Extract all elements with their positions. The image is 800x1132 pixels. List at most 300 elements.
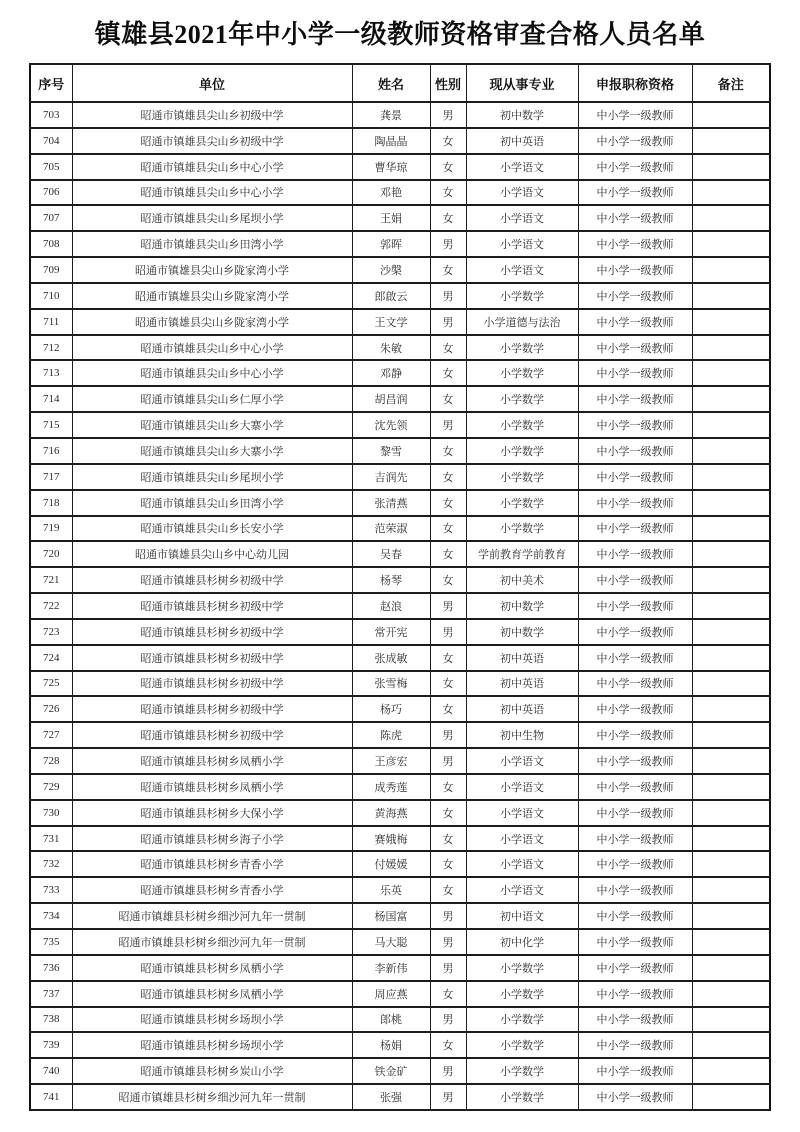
cell-unit: 昭通市镇雄县尖山乡田湾小学 (72, 231, 352, 257)
cell-gender: 女 (430, 981, 466, 1007)
cell-unit: 昭通市镇雄县尖山乡陇家湾小学 (72, 257, 352, 283)
table-row (30, 774, 770, 800)
cell-unit: 昭通市镇雄县杉树乡青香小学 (72, 877, 352, 903)
cell-unit: 昭通市镇雄县杉树乡初级中学 (72, 619, 352, 645)
cell-name: 朱敏 (352, 335, 430, 361)
cell-no: 738 (30, 1007, 72, 1033)
cell-no: 733 (30, 877, 72, 903)
cell-no: 720 (30, 541, 72, 567)
table-row (30, 1084, 770, 1110)
cell-major: 小学数学 (466, 335, 578, 361)
cell-no: 705 (30, 154, 72, 180)
cell-remark (692, 180, 770, 206)
cell-gender: 女 (430, 671, 466, 697)
cell-name: 成秀莲 (352, 774, 430, 800)
cell-gender: 男 (430, 231, 466, 257)
cell-unit: 昭通市镇雄县杉树乡凤栖小学 (72, 774, 352, 800)
cell-gender: 女 (430, 257, 466, 283)
cell-major: 小学数学 (466, 516, 578, 542)
cell-remark (692, 877, 770, 903)
cell-name: 邓静 (352, 360, 430, 386)
table-row (30, 877, 770, 903)
cell-gender: 女 (430, 877, 466, 903)
cell-unit: 昭通市镇雄县杉树乡炭山小学 (72, 1058, 352, 1084)
cell-no: 704 (30, 128, 72, 154)
table-row (30, 412, 770, 438)
cell-major: 初中生物 (466, 722, 578, 748)
cell-gender: 男 (430, 955, 466, 981)
table-row (30, 335, 770, 361)
cell-name: 常开宪 (352, 619, 430, 645)
cell-title: 中小学一级教师 (578, 102, 692, 128)
table-row (30, 567, 770, 593)
cell-major: 小学数学 (466, 1058, 578, 1084)
cell-no: 731 (30, 826, 72, 852)
cell-remark (692, 722, 770, 748)
cell-remark (692, 490, 770, 516)
cell-no: 736 (30, 955, 72, 981)
table-row (30, 309, 770, 335)
column-header-major: 现从事专业 (466, 64, 578, 102)
cell-no: 722 (30, 593, 72, 619)
table-row (30, 826, 770, 852)
cell-major: 小学语文 (466, 851, 578, 877)
cell-title: 中小学一级教师 (578, 955, 692, 981)
cell-no: 714 (30, 386, 72, 412)
cell-title: 中小学一级教师 (578, 309, 692, 335)
cell-gender: 女 (430, 541, 466, 567)
cell-major: 小学语文 (466, 748, 578, 774)
cell-gender: 男 (430, 903, 466, 929)
cell-major: 小学数学 (466, 1084, 578, 1110)
table-row (30, 696, 770, 722)
cell-no: 703 (30, 102, 72, 128)
cell-no: 729 (30, 774, 72, 800)
table-row (30, 851, 770, 877)
cell-title: 中小学一级教师 (578, 516, 692, 542)
cell-title: 中小学一级教师 (578, 567, 692, 593)
cell-gender: 女 (430, 645, 466, 671)
cell-no: 719 (30, 516, 72, 542)
cell-title: 中小学一级教师 (578, 800, 692, 826)
cell-no: 741 (30, 1084, 72, 1110)
cell-gender: 女 (430, 205, 466, 231)
cell-remark (692, 774, 770, 800)
cell-unit: 昭通市镇雄县尖山乡大寨小学 (72, 438, 352, 464)
cell-name: 张成敏 (352, 645, 430, 671)
cell-unit: 昭通市镇雄县杉树乡大保小学 (72, 800, 352, 826)
cell-no: 732 (30, 851, 72, 877)
cell-name: 陈虎 (352, 722, 430, 748)
cell-unit: 昭通市镇雄县尖山乡陇家湾小学 (72, 283, 352, 309)
cell-name: 赛娥梅 (352, 826, 430, 852)
table-row (30, 386, 770, 412)
cell-major: 小学语文 (466, 877, 578, 903)
column-header-gender: 性别 (430, 64, 466, 102)
cell-remark (692, 464, 770, 490)
table-row (30, 593, 770, 619)
cell-title: 中小学一级教师 (578, 645, 692, 671)
table-row (30, 1058, 770, 1084)
cell-name: 黄海燕 (352, 800, 430, 826)
cell-gender: 男 (430, 283, 466, 309)
cell-remark (692, 360, 770, 386)
cell-unit: 昭通市镇雄县杉树乡初级中学 (72, 645, 352, 671)
cell-name: 沈先领 (352, 412, 430, 438)
page-title: 镇雄县2021年中小学一级教师资格审查合格人员名单 (94, 20, 706, 49)
cell-remark (692, 1084, 770, 1110)
column-header-title: 申报职称资格 (578, 64, 692, 102)
cell-remark (692, 826, 770, 852)
cell-no: 708 (30, 231, 72, 257)
cell-title: 中小学一级教师 (578, 283, 692, 309)
cell-gender: 女 (430, 360, 466, 386)
cell-gender: 女 (430, 851, 466, 877)
cell-unit: 昭通市镇雄县尖山乡初级中学 (72, 128, 352, 154)
cell-title: 中小学一级教师 (578, 1032, 692, 1058)
table-row (30, 748, 770, 774)
cell-remark (692, 671, 770, 697)
cell-title: 中小学一级教师 (578, 696, 692, 722)
cell-major: 小学语文 (466, 800, 578, 826)
cell-title: 中小学一级教师 (578, 464, 692, 490)
cell-name: 曹华琼 (352, 154, 430, 180)
cell-title: 中小学一级教师 (578, 257, 692, 283)
table-row (30, 722, 770, 748)
cell-remark (692, 205, 770, 231)
cell-unit: 昭通市镇雄县杉树乡初级中学 (72, 671, 352, 697)
table-row (30, 102, 770, 128)
cell-title: 中小学一级教师 (578, 205, 692, 231)
cell-title: 中小学一级教师 (578, 412, 692, 438)
cell-name: 李新伟 (352, 955, 430, 981)
cell-no: 706 (30, 180, 72, 206)
cell-remark (692, 645, 770, 671)
cell-name: 沙槃 (352, 257, 430, 283)
table-body (30, 102, 770, 1110)
cell-major: 小学语文 (466, 180, 578, 206)
cell-no: 725 (30, 671, 72, 697)
cell-major: 小学数学 (466, 438, 578, 464)
cell-name: 杨国富 (352, 903, 430, 929)
cell-name: 吉润先 (352, 464, 430, 490)
cell-major: 初中美术 (466, 567, 578, 593)
table-row (30, 1032, 770, 1058)
cell-unit: 昭通市镇雄县尖山乡长安小学 (72, 516, 352, 542)
cell-unit: 昭通市镇雄县杉树乡场坝小学 (72, 1007, 352, 1033)
table-row (30, 464, 770, 490)
cell-remark (692, 257, 770, 283)
table-row (30, 231, 770, 257)
cell-remark (692, 1058, 770, 1084)
cell-title: 中小学一级教师 (578, 438, 692, 464)
cell-remark (692, 1007, 770, 1033)
table-row (30, 671, 770, 697)
cell-remark (692, 438, 770, 464)
cell-title: 中小学一级教师 (578, 541, 692, 567)
cell-remark (692, 128, 770, 154)
cell-name: 张强 (352, 1084, 430, 1110)
cell-gender: 男 (430, 748, 466, 774)
cell-title: 中小学一级教师 (578, 671, 692, 697)
table-row (30, 541, 770, 567)
cell-title: 中小学一级教师 (578, 774, 692, 800)
cell-unit: 昭通市镇雄县尖山乡陇家湾小学 (72, 309, 352, 335)
cell-no: 710 (30, 283, 72, 309)
cell-name: 王娟 (352, 205, 430, 231)
table-row (30, 490, 770, 516)
cell-remark (692, 516, 770, 542)
cell-remark (692, 102, 770, 128)
table-row (30, 257, 770, 283)
cell-major: 初中英语 (466, 128, 578, 154)
cell-gender: 女 (430, 464, 466, 490)
cell-gender: 女 (430, 438, 466, 464)
cell-no: 734 (30, 903, 72, 929)
cell-gender: 男 (430, 722, 466, 748)
column-header-unit: 单位 (72, 64, 352, 102)
cell-remark (692, 981, 770, 1007)
cell-no: 739 (30, 1032, 72, 1058)
table-row (30, 955, 770, 981)
cell-major: 初中数学 (466, 619, 578, 645)
cell-unit: 昭通市镇雄县杉树乡初级中学 (72, 722, 352, 748)
cell-title: 中小学一级教师 (578, 981, 692, 1007)
cell-name: 郎桃 (352, 1007, 430, 1033)
cell-unit: 昭通市镇雄县杉树乡凤栖小学 (72, 748, 352, 774)
table-row (30, 128, 770, 154)
cell-major: 初中数学 (466, 102, 578, 128)
cell-name: 铁金矿 (352, 1058, 430, 1084)
cell-unit: 昭通市镇雄县尖山乡田湾小学 (72, 490, 352, 516)
cell-major: 小学语文 (466, 826, 578, 852)
table-row (30, 438, 770, 464)
cell-name: 杨娟 (352, 1032, 430, 1058)
cell-name: 乐英 (352, 877, 430, 903)
cell-unit: 昭通市镇雄县杉树乡海子小学 (72, 826, 352, 852)
cell-gender: 男 (430, 412, 466, 438)
cell-title: 中小学一级教师 (578, 929, 692, 955)
cell-gender: 男 (430, 619, 466, 645)
cell-gender: 男 (430, 1058, 466, 1084)
cell-unit: 昭通市镇雄县尖山乡初级中学 (72, 102, 352, 128)
cell-major: 初中英语 (466, 671, 578, 697)
cell-gender: 男 (430, 309, 466, 335)
cell-major: 小学数学 (466, 464, 578, 490)
cell-major: 小学数学 (466, 1007, 578, 1033)
cell-gender: 女 (430, 1032, 466, 1058)
cell-gender: 女 (430, 386, 466, 412)
cell-remark (692, 1032, 770, 1058)
cell-title: 中小学一级教师 (578, 490, 692, 516)
cell-title: 中小学一级教师 (578, 877, 692, 903)
cell-gender: 女 (430, 490, 466, 516)
column-header-name: 姓名 (352, 64, 430, 102)
cell-gender: 女 (430, 800, 466, 826)
cell-title: 中小学一级教师 (578, 1058, 692, 1084)
cell-major: 小学数学 (466, 386, 578, 412)
cell-remark (692, 748, 770, 774)
cell-unit: 昭通市镇雄县杉树乡初级中学 (72, 593, 352, 619)
cell-remark (692, 955, 770, 981)
cell-unit: 昭通市镇雄县杉树乡凤栖小学 (72, 955, 352, 981)
cell-no: 737 (30, 981, 72, 1007)
cell-title: 中小学一级教师 (578, 851, 692, 877)
cell-name: 王文学 (352, 309, 430, 335)
cell-major: 小学语文 (466, 205, 578, 231)
table-row (30, 205, 770, 231)
cell-no: 713 (30, 360, 72, 386)
cell-title: 中小学一级教师 (578, 231, 692, 257)
cell-name: 陶晶晶 (352, 128, 430, 154)
cell-no: 724 (30, 645, 72, 671)
cell-no: 726 (30, 696, 72, 722)
cell-name: 胡昌润 (352, 386, 430, 412)
cell-unit: 昭通市镇雄县杉树乡初级中学 (72, 567, 352, 593)
cell-unit: 昭通市镇雄县杉树乡细沙河九年一贯制 (72, 903, 352, 929)
cell-gender: 女 (430, 516, 466, 542)
cell-remark (692, 593, 770, 619)
cell-title: 中小学一级教师 (578, 1007, 692, 1033)
cell-major: 小学语文 (466, 231, 578, 257)
cell-gender: 男 (430, 929, 466, 955)
cell-title: 中小学一级教师 (578, 722, 692, 748)
cell-unit: 昭通市镇雄县杉树乡青香小学 (72, 851, 352, 877)
cell-major: 初中数学 (466, 593, 578, 619)
cell-gender: 女 (430, 335, 466, 361)
cell-major: 小学道德与法治 (466, 309, 578, 335)
cell-gender: 男 (430, 593, 466, 619)
cell-remark (692, 851, 770, 877)
table-row (30, 1007, 770, 1033)
cell-major: 小学数学 (466, 1032, 578, 1058)
cell-title: 中小学一级教师 (578, 335, 692, 361)
cell-remark (692, 335, 770, 361)
cell-name: 龚景 (352, 102, 430, 128)
cell-major: 小学语文 (466, 257, 578, 283)
cell-major: 小学数学 (466, 412, 578, 438)
cell-gender: 女 (430, 154, 466, 180)
cell-unit: 昭通市镇雄县尖山乡尾坝小学 (72, 205, 352, 231)
cell-major: 小学数学 (466, 283, 578, 309)
cell-name: 邓艳 (352, 180, 430, 206)
cell-title: 中小学一级教师 (578, 826, 692, 852)
cell-remark (692, 283, 770, 309)
cell-name: 杨琴 (352, 567, 430, 593)
cell-gender: 女 (430, 696, 466, 722)
cell-unit: 昭通市镇雄县尖山乡中心小学 (72, 335, 352, 361)
cell-no: 727 (30, 722, 72, 748)
cell-no: 716 (30, 438, 72, 464)
cell-gender: 女 (430, 826, 466, 852)
cell-unit: 昭通市镇雄县尖山乡中心小学 (72, 360, 352, 386)
cell-major: 小学数学 (466, 490, 578, 516)
table-row (30, 283, 770, 309)
cell-name: 吴春 (352, 541, 430, 567)
cell-name: 黎雪 (352, 438, 430, 464)
cell-title: 中小学一级教师 (578, 154, 692, 180)
cell-title: 中小学一级教师 (578, 128, 692, 154)
cell-unit: 昭通市镇雄县尖山乡仁厚小学 (72, 386, 352, 412)
header-row (30, 64, 770, 102)
cell-remark (692, 309, 770, 335)
cell-remark (692, 696, 770, 722)
cell-unit: 昭通市镇雄县尖山乡中心幼儿园 (72, 541, 352, 567)
cell-no: 715 (30, 412, 72, 438)
cell-gender: 女 (430, 567, 466, 593)
cell-name: 王彦宏 (352, 748, 430, 774)
qualified-teachers-table (29, 63, 771, 1111)
cell-name: 周应燕 (352, 981, 430, 1007)
table-row (30, 800, 770, 826)
cell-remark (692, 541, 770, 567)
cell-unit: 昭通市镇雄县尖山乡中心小学 (72, 180, 352, 206)
cell-no: 717 (30, 464, 72, 490)
column-header-no: 序号 (30, 64, 72, 102)
cell-name: 杨巧 (352, 696, 430, 722)
table-row (30, 154, 770, 180)
table-row (30, 903, 770, 929)
cell-no: 712 (30, 335, 72, 361)
cell-gender: 男 (430, 102, 466, 128)
cell-unit: 昭通市镇雄县尖山乡大寨小学 (72, 412, 352, 438)
cell-major: 小学数学 (466, 360, 578, 386)
cell-remark (692, 386, 770, 412)
cell-gender: 男 (430, 1007, 466, 1033)
cell-name: 张清燕 (352, 490, 430, 516)
cell-unit: 昭通市镇雄县杉树乡场坝小学 (72, 1032, 352, 1058)
cell-name: 张雪梅 (352, 671, 430, 697)
table-row (30, 360, 770, 386)
cell-major: 小学数学 (466, 981, 578, 1007)
cell-no: 711 (30, 309, 72, 335)
cell-title: 中小学一级教师 (578, 1084, 692, 1110)
cell-major: 初中英语 (466, 645, 578, 671)
cell-no: 723 (30, 619, 72, 645)
cell-major: 小学语文 (466, 154, 578, 180)
cell-remark (692, 800, 770, 826)
table-row (30, 619, 770, 645)
cell-title: 中小学一级教师 (578, 593, 692, 619)
table-row (30, 645, 770, 671)
cell-name: 范荣淑 (352, 516, 430, 542)
cell-unit: 昭通市镇雄县尖山乡尾坝小学 (72, 464, 352, 490)
cell-remark (692, 231, 770, 257)
cell-major: 初中化学 (466, 929, 578, 955)
cell-name: 郭晖 (352, 231, 430, 257)
cell-title: 中小学一级教师 (578, 619, 692, 645)
cell-major: 学前教育学前教育 (466, 541, 578, 567)
column-header-remark: 备注 (692, 64, 770, 102)
cell-name: 付媛媛 (352, 851, 430, 877)
cell-unit: 昭通市镇雄县杉树乡细沙河九年一贯制 (72, 929, 352, 955)
cell-unit: 昭通市镇雄县杉树乡凤栖小学 (72, 981, 352, 1007)
table-row (30, 981, 770, 1007)
table-header (30, 64, 770, 102)
cell-remark (692, 903, 770, 929)
cell-title: 中小学一级教师 (578, 180, 692, 206)
cell-no: 740 (30, 1058, 72, 1084)
cell-no: 718 (30, 490, 72, 516)
cell-name: 郎啟云 (352, 283, 430, 309)
cell-remark (692, 412, 770, 438)
cell-major: 初中语文 (466, 903, 578, 929)
table-row (30, 516, 770, 542)
cell-remark (692, 567, 770, 593)
cell-no: 721 (30, 567, 72, 593)
cell-name: 赵浪 (352, 593, 430, 619)
cell-major: 初中英语 (466, 696, 578, 722)
